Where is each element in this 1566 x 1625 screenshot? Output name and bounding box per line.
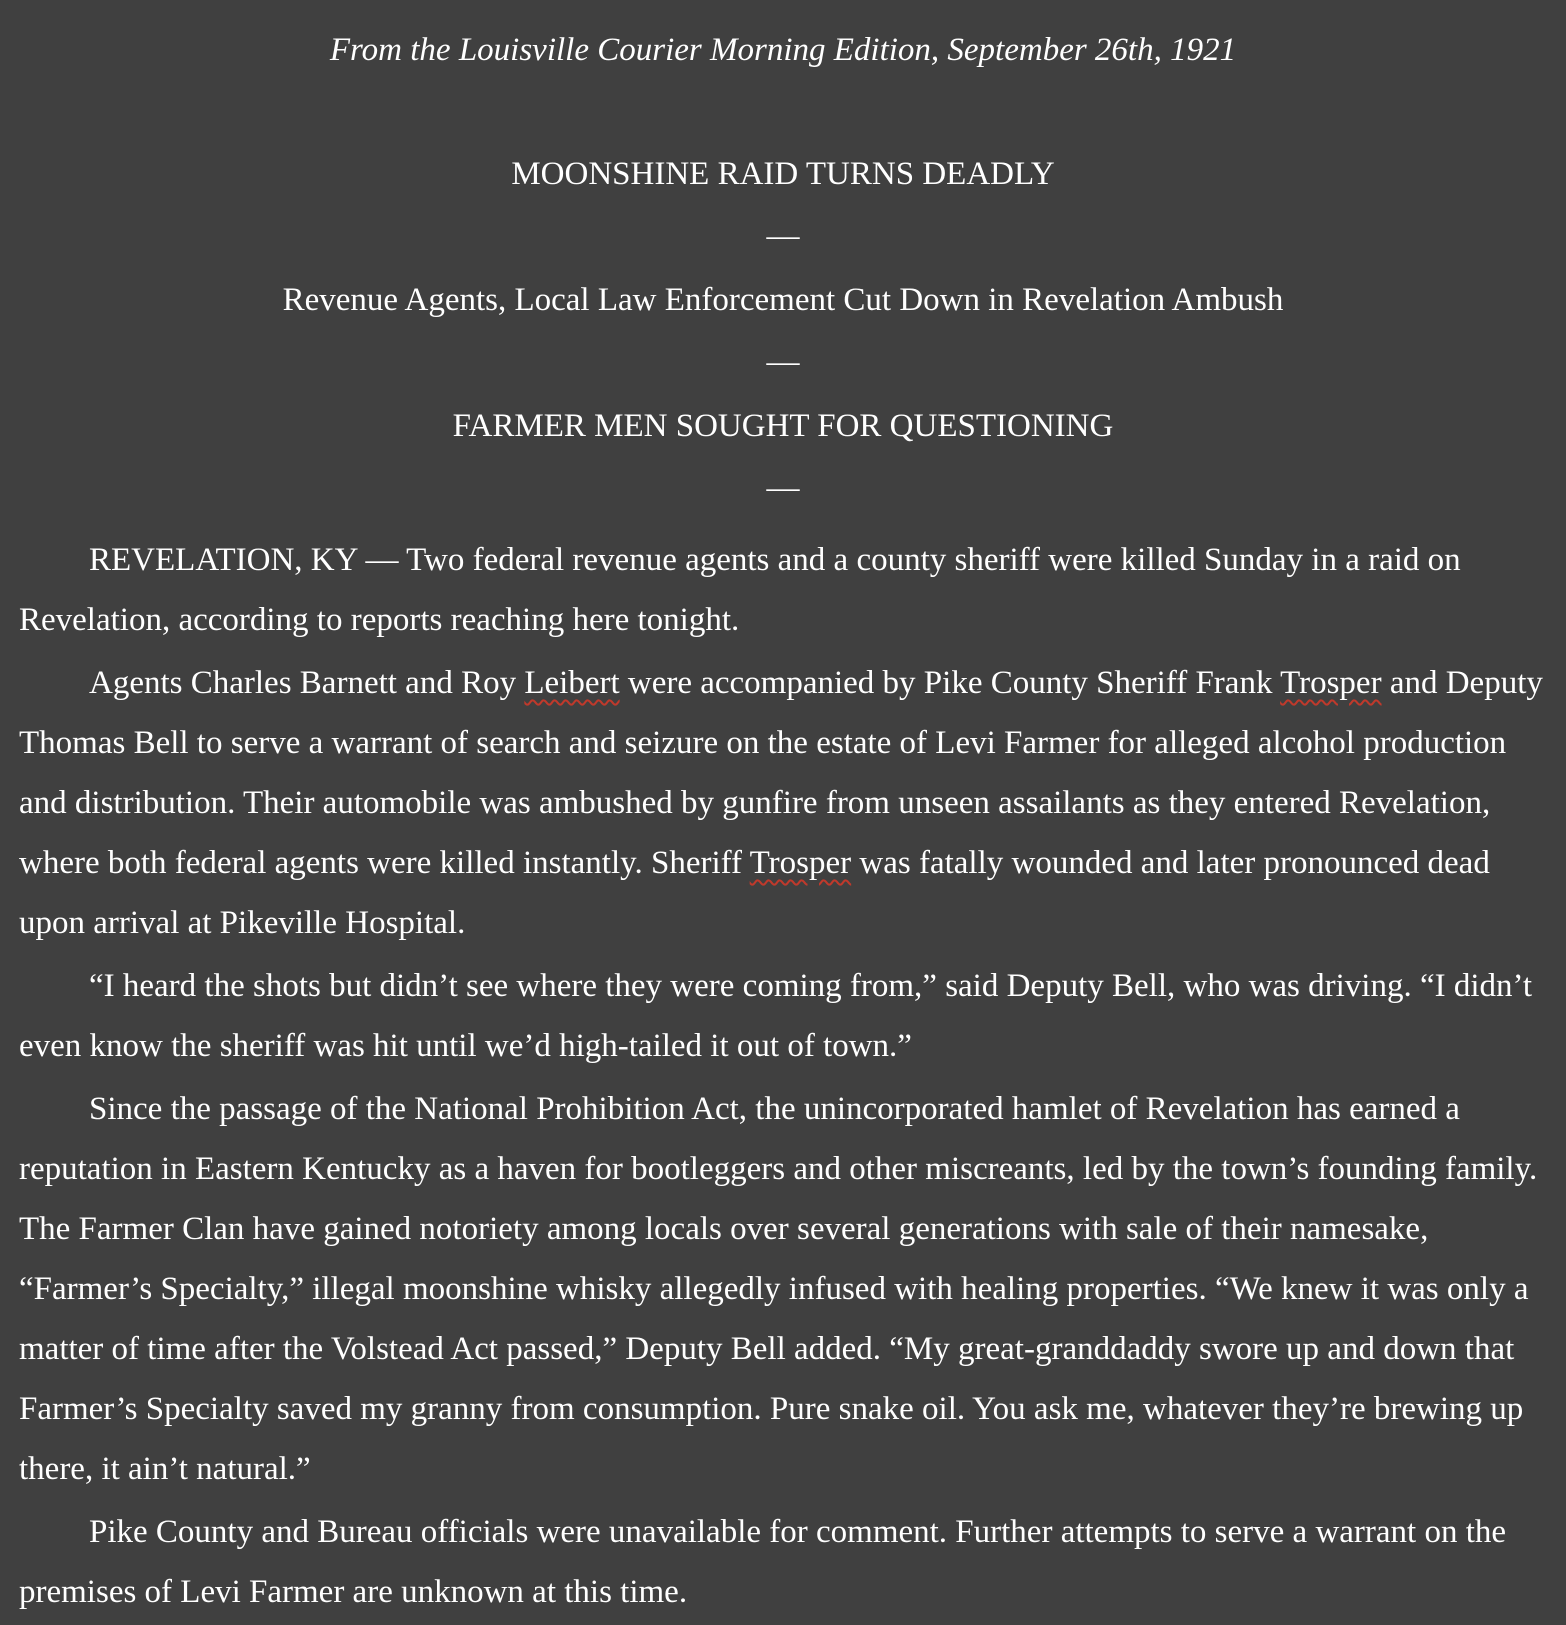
paragraph-3: “I heard the shots but didn’t see where they were coming from,” said Deputy Bell, who was driving. “I didn’t even know the sheriff was hit until we’d high-tailed it out of town.” bbox=[19, 968, 1533, 1064]
source-line: From the Louisville Courier Morning Edition, September 26th, 1921 bbox=[329, 32, 1237, 68]
text-span: Agents Charles Barnett and Roy bbox=[89, 665, 525, 701]
misspelled-word[interactable]: Leibert bbox=[524, 665, 620, 701]
article-body bbox=[19, 530, 1549, 1625]
misspelled-word[interactable]: Trosper bbox=[749, 845, 852, 881]
paragraph-2 bbox=[19, 653, 1549, 953]
text-span: were accompanied by Pike County Sheriff Frank bbox=[619, 665, 1281, 701]
subheadline: Revenue Agents, Local Law Enforcement Cut Down in Revelation Ambush bbox=[282, 282, 1284, 318]
paragraph-5: Pike County and Bureau officials were unavailable for comment. Further attempts to serve a warrant on the premises of Levi Farmer are unknown at this time. bbox=[19, 1514, 1507, 1610]
divider: — bbox=[766, 470, 800, 506]
secondary-headline: FARMER MEN SOUGHT FOR QUESTIONING bbox=[452, 408, 1114, 444]
divider: — bbox=[766, 218, 800, 254]
divider: — bbox=[766, 344, 800, 380]
paragraph-1: REVELATION, KY — Two federal revenue agents and a county sheriff were killed Sunday in a raid on Revelation, according to reports reaching here tonight. bbox=[19, 542, 1461, 638]
paragraph-4: Since the passage of the National Prohibition Act, the unincorporated hamlet of Revelation has earned a reputation in Eastern Kentucky as a haven for bootleggers and other miscreants, led by the town’s founding family. The Farmer Clan have gained notoriety among locals over several generations with sale of their namesake, “Farmer’s Specialty,” illegal moonshine whisky allegedly infused with healing properties. “We knew it was only a matter of time after the Volstead Act passed,” Deputy Bell added. “My great-granddaddy swore up and down that Farmer’s Specialty saved my granny from consumption. Pure snake oil. You ask me, whatever they’re brewing up there, it ain’t natural.” bbox=[19, 1091, 1538, 1487]
text-span: and Deputy Thomas Bell to serve a warrant of search and seizure on the estate of Levi Farmer for alleged alcohol production and distribution. Their automobile was ambushed by gunfire from unseen assailants as they entered Revelation, where both federal agents were killed instantly. Sheriff bbox=[19, 665, 1543, 881]
headline: MOONSHINE RAID TURNS DEADLY bbox=[511, 156, 1055, 192]
text-span: was fatally wounded and later pronounced dead upon arrival at Pikeville Hospital. bbox=[19, 845, 1490, 941]
misspelled-word[interactable]: Trosper bbox=[1280, 665, 1382, 701]
